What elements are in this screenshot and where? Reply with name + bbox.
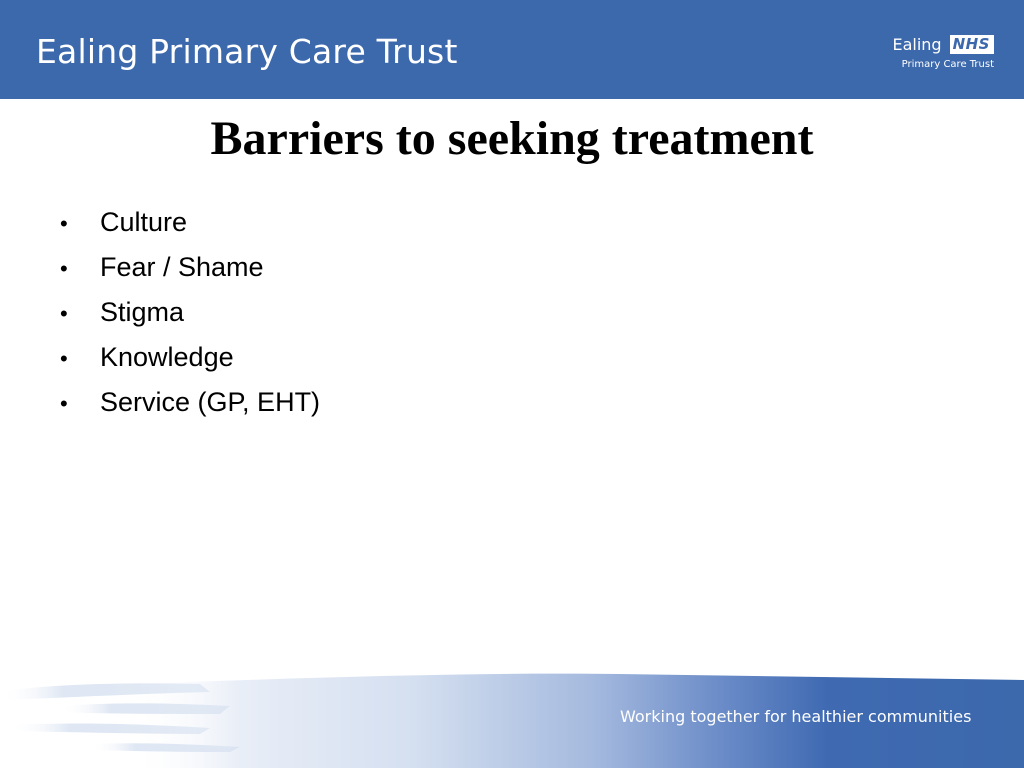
bullet-list: [60, 200, 320, 425]
header-bar: [0, 0, 1024, 99]
bullet-item: [60, 200, 320, 245]
bullet-text: Knowledge: [100, 342, 234, 372]
org-name: Ealing Primary Care Trust: [36, 32, 458, 71]
bullet-text: Stigma: [100, 297, 185, 327]
footer-wave-streak-2: [60, 703, 230, 714]
bullet-text: Service (GP, EHT): [100, 387, 321, 417]
bullet-item: [60, 335, 320, 380]
bullet-icon: •: [60, 256, 68, 281]
bullet-item: [60, 245, 320, 290]
bullet-item: [60, 380, 320, 425]
bullet-icon: •: [60, 301, 68, 326]
nhs-logo: [892, 35, 994, 70]
logo-top-row: [892, 35, 994, 54]
slide-title: Barriers to seeking treatment: [210, 112, 814, 165]
footer-tagline: Working together for healthier communities: [620, 707, 972, 726]
logo-ealing-text: Ealing: [892, 34, 942, 54]
nhs-badge: NHS: [950, 35, 994, 54]
bullet-icon: •: [60, 211, 68, 236]
bullet-text: Culture: [100, 207, 188, 237]
logo-subtitle: Primary Care Trust: [901, 59, 994, 70]
bullet-text: Fear / Shame: [100, 252, 264, 282]
bullet-icon: •: [60, 346, 68, 371]
bullet-icon: •: [60, 391, 68, 416]
bullet-item: [60, 290, 320, 335]
